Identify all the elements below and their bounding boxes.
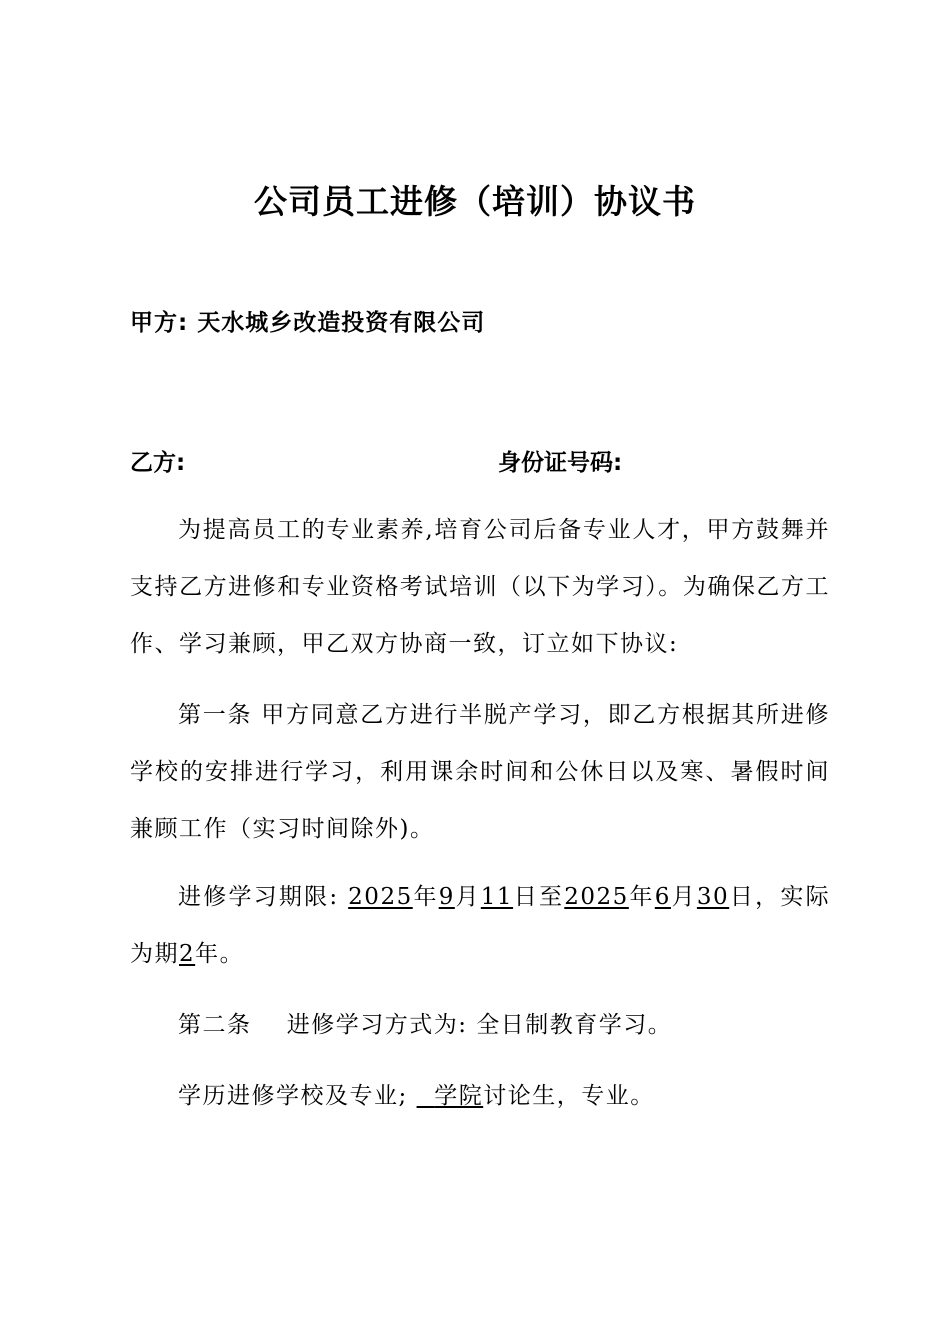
intro-paragraph: 为提高员工的专业素养,培育公司后备专业人才，甲方鼓舞并支持乙方进修和专业资格考试培训（以下为学习）。为确保乙方工作、学习兼顾，甲乙双方协商一致，订立如下协议: (130, 517, 830, 657)
end-month: 6 (654, 884, 671, 910)
start-month: 9 (438, 884, 455, 910)
to-char: 至 (539, 884, 565, 910)
school-prefix: 学历进修学校及专业; (178, 1083, 408, 1109)
start-year: 2025 (348, 884, 413, 910)
party-b-row (130, 444, 830, 477)
school-name-text: 学院 (434, 1083, 484, 1109)
study-period-paragraph (130, 869, 830, 983)
end-day: 30 (696, 884, 730, 910)
month-char: 月 (454, 884, 481, 910)
school-name (417, 1083, 484, 1109)
actual-text: ，实际为期 (130, 884, 831, 967)
day-char: 日 (513, 884, 540, 910)
end-text: 年。 (195, 941, 245, 967)
end-year: 2025 (564, 884, 629, 910)
party-a-line: 甲方: 天水城乡改造投资有限公司 (130, 310, 486, 336)
duration-years: 2 (179, 941, 196, 967)
id-number-label: 身份证号码: (498, 450, 623, 476)
year-char: 年 (412, 884, 439, 910)
school-paragraph (130, 1068, 830, 1125)
year-char: 年 (628, 884, 655, 910)
page-title: 公司员工进修（培训）协议书 (254, 182, 696, 221)
school-suffix: 讨论生，专业。 (483, 1083, 655, 1109)
day-char: 日 (729, 884, 756, 910)
article-1-paragraph: 第一条 甲方同意乙方进行半脱产学习，即乙方根据其所进修学校的安排进行学习，利用课余时间和公休日以及寒、暑假时间兼顾工作（实习时间除外)。 (130, 702, 830, 842)
start-day: 11 (480, 884, 514, 910)
period-label: 进修学习期限: (178, 884, 339, 910)
party-b-label: 乙方: (130, 450, 186, 476)
month-char: 月 (670, 884, 697, 910)
article-2-paragraph: 第二条 进修学习方式为: 全日制教育学习。 (178, 1012, 673, 1038)
